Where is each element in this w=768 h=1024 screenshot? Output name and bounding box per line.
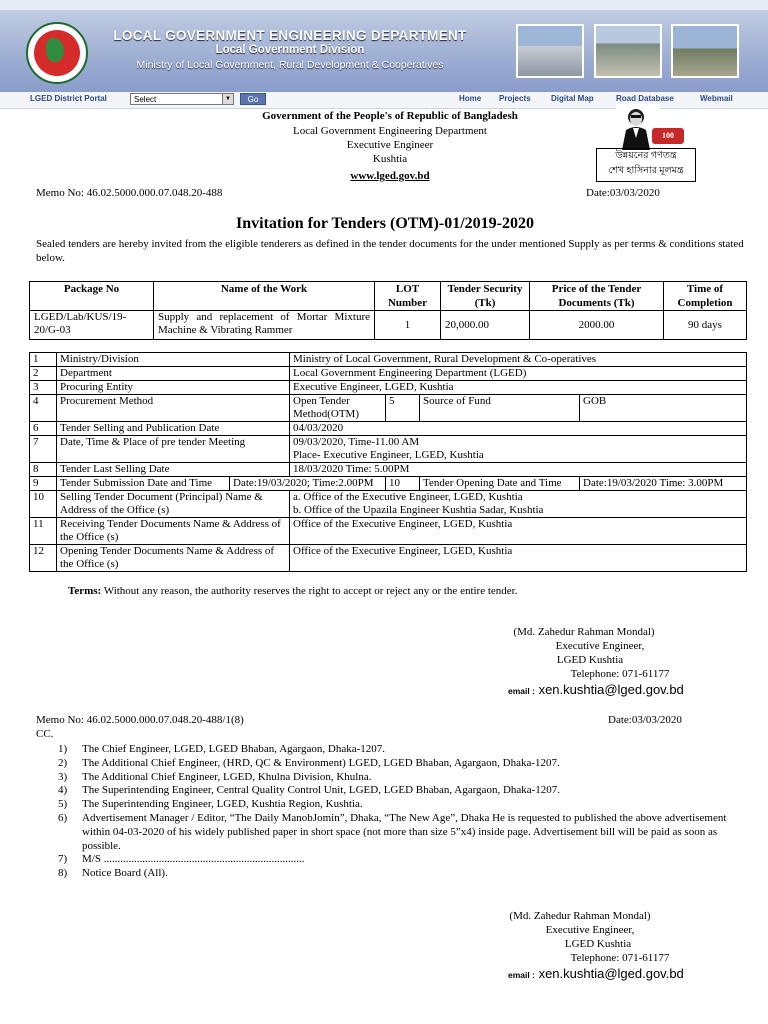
cell-work-name: Supply and replacement of Mortar Mixture Machine & Vibrating Rammer [154,311,375,340]
row-value: Executive Engineer, LGED, Kushtia [290,381,747,395]
nav-link-projects[interactable]: Projects [499,94,531,103]
memo-date-2: Date:03/03/2020 [608,714,682,726]
row-label: Opening Tender Documents Name & Address of the Office (s) [57,545,290,572]
signatory-telephone-2: Telephone: 071-61177 [570,952,670,964]
details-table [29,352,747,572]
list-number: 2) [58,756,68,769]
table-row [30,545,747,572]
table-row [30,381,747,395]
list-number: 7) [58,853,68,866]
list-number: 6) [58,811,68,824]
table-row [30,477,747,491]
nav-link-webmail[interactable]: Webmail [700,94,733,103]
selling-office-b: b. Office of the Upazila Engineer Kushtia Sadar, Kushtia [293,504,544,516]
signatory-telephone: Telephone: 071-61177 [570,668,670,680]
banner-division: Local Government Division [215,44,365,56]
list-number: 5) [58,798,68,811]
website-link[interactable]: www.lged.gov.bd [350,170,430,182]
row-value: 18/03/2020 Time: 5.00PM [290,463,747,477]
terms-label: Terms: [68,585,102,597]
row-number: 10 [30,491,57,518]
list-item [58,867,748,881]
memo-number: Memo No: 46.02.5000.000.07.048.20-488 [36,187,223,199]
list-item [58,771,748,785]
list-text: The Additional Chief Engineer, (HRD, QC & Environment) LGED, LGED Bhaban, Agargaon, Dhaka-1207. [82,756,560,769]
list-number: 1) [58,743,68,755]
row-value [290,436,747,463]
cell-completion-time: 90 days [664,311,747,340]
row-label: Tender Opening Date and Time [420,477,580,491]
portal-label: LGED District Portal [30,94,107,103]
chevron-down-icon: ▼ [222,94,233,104]
header-work-name: Name of the Work [154,282,375,311]
row-value: Date:19/03/2020; Time:2.00PM [230,477,386,491]
table-header-row [30,282,747,311]
terms-note [68,585,748,597]
slogan-box [596,148,696,182]
memo-date: Date:03/03/2020 [586,187,660,199]
row-value: Office of the Executive Engineer, LGED, Kushtia [290,518,747,545]
centenary-badge: 100 [652,128,684,144]
row-label: Ministry/Division [57,353,290,367]
row-value: Date:19/03/2020 Time: 3.00PM [580,477,747,491]
email-label: email : [508,970,535,980]
district-select-value: Select [134,95,157,104]
meeting-date: 09/03/2020, Time-11.00 AM [293,436,420,448]
road-photo [594,24,662,78]
table-row [30,436,747,463]
page-title: Invitation for Tenders (OTM)-01/2019-2020 [236,215,534,232]
cell-tender-security: 20,000.00 [441,311,530,340]
intro-paragraph: Sealed tenders are hereby invited from the eligible tenderers as defined in the tender documents for the under mentioned Supply as per terms & conditions stated below. [36,238,744,264]
table-row [30,311,747,340]
terms-text: Without any reason, the authority reserves the right to accept or reject any or the entire tender. [101,585,518,597]
header-lot-number: LOT Number [375,282,441,311]
nav-link-digital-map[interactable]: Digital Map [551,94,594,103]
signatory-email[interactable] [508,682,684,697]
memo-number-2: Memo No: 46.02.5000.000.07.048.20-488/1(8) [36,714,244,726]
list-text: The Superintending Engineer, Central Quality Control Unit, LGED, LGED Bhaban, Agargaon, Dhaka-1207. [82,784,561,797]
signatory-email-2[interactable] [508,966,684,981]
selling-office-a: a. Office of the Executive Engineer, LGED, Kushtia [293,491,523,503]
row-number: 10 [386,477,420,491]
signatory-designation: Executive Engineer, [555,640,645,652]
row-number: 8 [30,463,57,477]
row-value: GOB [580,395,747,422]
header-document-price: Price of the Tender Documents (Tk) [530,282,664,311]
department-line: Local Government Engineering Department [293,125,487,137]
row-label: Receiving Tender Documents Name & Address of the Office (s) [57,518,290,545]
cell-document-price: 2000.00 [530,311,664,340]
list-number: 8) [58,867,68,880]
list-text: M/S ......................................................................... [82,853,305,866]
row-number: 12 [30,545,57,572]
row-number: 3 [30,381,57,395]
list-text: Advertisement Manager / Editor, “The Daily ManobJomin”, Dhaka, “The New Age”, Dhaka He is requested to published the above advertisement within 04-03-2020 of his widely published paper in short space (not more than size 5”x4) inside page. Advertisement bill will be paid as soon as possible. [82,811,727,852]
row-label: Procurement Method [57,395,290,422]
banner-title: LOCAL GOVERNMENT ENGINEERING DEPARTMENT [113,28,467,43]
signatory-office-2: LGED Kushtia [564,938,632,950]
slogan-line-1: উন্নয়নের গণতন্ত্র [615,151,677,161]
row-number: 1 [30,353,57,367]
location-line: Kushtia [372,153,408,165]
list-item [58,812,748,853]
list-item [58,757,748,771]
row-label: Source of Fund [420,395,580,422]
signatory-designation-2: Executive Engineer, [545,924,635,936]
cc-label: CC. [36,728,54,740]
list-number: 3) [58,770,68,783]
row-value: Ministry of Local Government, Rural Development & Co-operatives [290,353,747,367]
list-item [58,853,748,867]
header-package-no: Package No [30,282,154,311]
list-text: The Superintending Engineer, LGED, Kushtia Region, Kushtia. [82,798,363,811]
lged-logo [26,22,88,84]
row-label: Department [57,367,290,381]
list-item [58,798,748,812]
row-value: 04/03/2020 [290,422,747,436]
row-number: 2 [30,367,57,381]
table-row [30,422,747,436]
meeting-place: Place- Executive Engineer, LGED, Kushtia [293,449,484,461]
row-number: 11 [30,518,57,545]
row-number: 9 [30,477,57,491]
row-number: 7 [30,436,57,463]
signatory-name: (Md. Zahedur Rahman Mondal) [513,626,655,638]
table-row [30,395,747,422]
list-text: The Chief Engineer, LGED, LGED Bhaban, Agargaon, Dhaka-1207. [82,743,385,755]
nav-link-road-database[interactable]: Road Database [616,94,674,103]
email-address: xen.kushtia@lged.gov.bd [538,682,684,697]
header-completion-time: Time of Completion [664,282,747,311]
table-row [30,353,747,367]
office-line: Executive Engineer [346,139,434,151]
cc-list [58,743,748,881]
row-label: Selling Tender Document (Principal) Name & Address of the Office (s) [57,491,290,518]
email-label: email : [508,686,535,696]
signatory-name-2: (Md. Zahedur Rahman Mondal) [509,910,651,922]
signatory-office: LGED Kushtia [556,654,624,666]
row-number: 4 [30,395,57,422]
row-value: Open Tender Method(OTM) [290,395,386,422]
list-text: The Additional Chief Engineer, LGED, Khulna Division, Khulna. [82,770,372,783]
slogan-line-2: শেখ হাসিনার মূলমন্ত্র [608,166,684,176]
row-label: Tender Submission Date and Time [57,477,230,491]
table-row [30,367,747,381]
row-value: Local Government Engineering Department (LGED) [290,367,747,381]
row-number: 6 [30,422,57,436]
cell-package-no: LGED/Lab/KUS/19-20/G-03 [30,311,154,340]
table-row [30,463,747,477]
row-label: Procuring Entity [57,381,290,395]
go-button[interactable]: Go [240,93,266,105]
nav-link-home[interactable]: Home [459,94,482,103]
table-row [30,518,747,545]
table-row [30,491,747,518]
list-text: Notice Board (All). [82,867,168,880]
header-tender-security: Tender Security (Tk) [441,282,530,311]
list-item [58,743,748,757]
row-label: Date, Time & Place of pre tender Meeting [57,436,290,463]
row-number: 5 [386,395,420,422]
banner-ministry: Ministry of Local Government, Rural Development & Cooperatives [136,59,444,71]
district-select[interactable] [130,93,234,105]
list-number: 4) [58,784,68,797]
cell-lot-number: 1 [375,311,441,340]
list-item [58,784,748,798]
package-table [29,281,747,340]
row-label: Tender Selling and Publication Date [57,422,290,436]
building-photo [516,24,584,78]
row-label: Tender Last Selling Date [57,463,290,477]
row-value [290,491,747,518]
government-line: Government of the People's of Republic of Bangladesh [262,110,518,122]
bridge-photo [671,24,739,78]
row-value: Office of the Executive Engineer, LGED, Kushtia [290,545,747,572]
email-address: xen.kushtia@lged.gov.bd [538,966,684,981]
